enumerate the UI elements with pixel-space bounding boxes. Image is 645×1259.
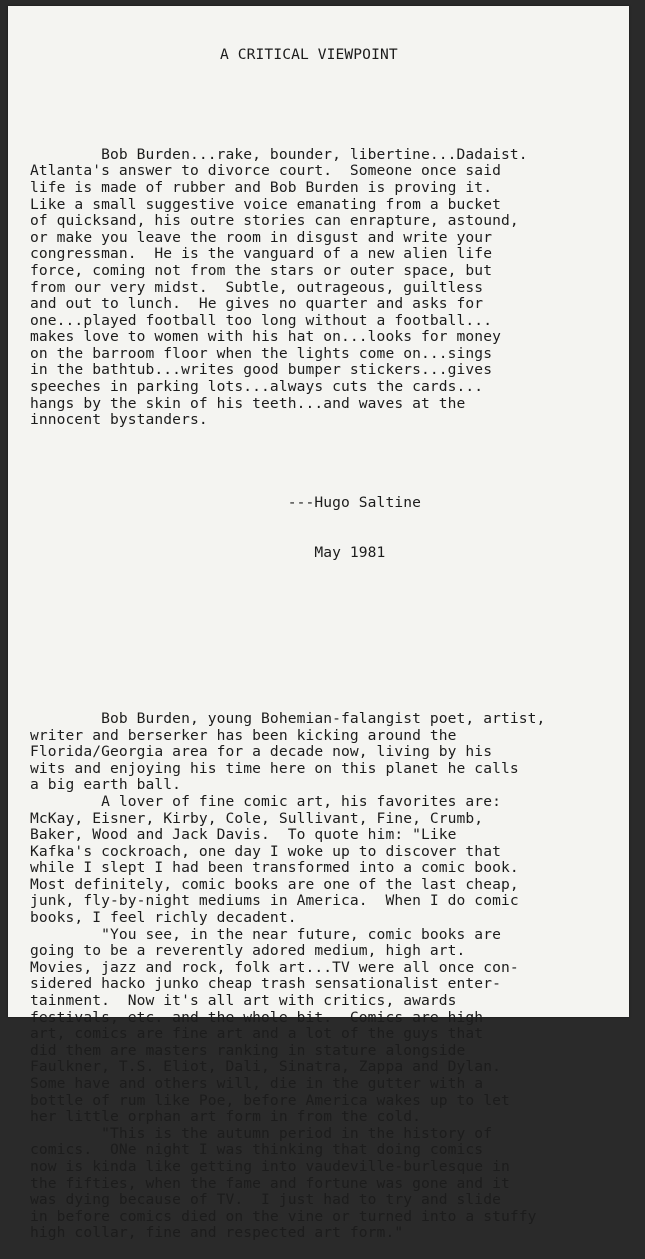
intro-line: one...played football too long without a football... [30, 311, 493, 329]
body-line: wits and enjoying his time here on this planet he calls [30, 759, 519, 777]
intro-line: force, coming not from the stars or outer space, but [30, 261, 493, 279]
body-line: art, comics are fine art and a lot of the guys that [30, 1025, 484, 1043]
body-line: Most definitely, comic books are one of the last cheap, [30, 875, 519, 893]
body-line: Kafka's cockroach, one day I woke up to discover that [30, 842, 501, 860]
body-line: writer and berserker has been kicking around the [30, 726, 457, 744]
intro-line: and out to lunch. He gives no quarter and asks for [30, 295, 484, 313]
body-line: high collar, fine and respected art form." [30, 1224, 404, 1242]
intro-line: life is made of rubber and Bob Burden is proving it. [30, 178, 493, 196]
body-line: sidered hacko junko cheap trash sensationalist enter- [30, 975, 501, 993]
body-line: now is kinda like getting into vaudeville-burlesque in [30, 1157, 510, 1175]
signature-block [30, 462, 630, 595]
intro-line: Bob Burden...rake, bounder, libertine...Dadaist. [30, 145, 528, 163]
body-line: comics. ONe night I was thinking that doing comics [30, 1141, 484, 1159]
signature-name: ---Hugo Saltine [30, 494, 421, 512]
body-line: "You see, in the near future, comic books are [30, 925, 501, 943]
page-title: A CRITICAL VIEWPOINT [220, 46, 398, 64]
body-line: McKay, Eisner, Kirby, Cole, Sullivant, Fine, Crumb, [30, 809, 484, 827]
body-line: in before comics died on the vine or turned into a stuffy [30, 1207, 537, 1225]
intro-line: congressman. He is the vanguard of a new alien life [30, 245, 493, 263]
body-line: the fifties, when the fame and fortune was gone and it [30, 1174, 510, 1192]
body-line: "This is the autumn period in the history of [30, 1124, 493, 1142]
body-line: tainment. Now it's all art with critics, awards [30, 992, 457, 1010]
body-line: Movies, jazz and rock, folk art...TV were all once con- [30, 958, 519, 976]
body-line: bottle of rum like Poe, before America wakes up to let [30, 1091, 510, 1109]
intro-line: on the barroom floor when the lights come on...sings [30, 344, 493, 362]
intro-line: Like a small suggestive voice emanating from a bucket [30, 195, 501, 213]
intro-line: or make you leave the room in disgust and write your [30, 228, 493, 246]
intro-line: innocent bystanders. [30, 411, 208, 429]
intro-line: Atlanta's answer to divorce court. Someone once said [30, 162, 501, 180]
body-line: did them are masters ranking in stature alongside [30, 1041, 466, 1059]
body-line: was dying because of TV. I just had to try and slide [30, 1191, 501, 1209]
body-line: Bob Burden, young Bohemian-falangist poet, artist, [30, 709, 546, 727]
intro-line: speeches in parking lots...always cuts the cards... [30, 378, 484, 396]
body-line: Some have and others will, die in the gutter with a [30, 1075, 484, 1093]
body-line: Florida/Georgia area for a decade now, living by his [30, 743, 493, 761]
intro-line: in the bathtub...writes good bumper stickers...gives [30, 361, 493, 379]
body-line: her little orphan art form in from the cold. [30, 1108, 421, 1126]
body-line: Baker, Wood and Jack Davis. To quote him: "Like [30, 826, 457, 844]
body-line: A lover of fine comic art, his favorites are: [30, 792, 501, 810]
body-line: junk, fly-by-night mediums in America. When I do comic [30, 892, 519, 910]
body-line: while I slept I had been transformed into a comic book. [30, 859, 519, 877]
signature-date: May 1981 [30, 544, 386, 561]
body-line: a big earth ball. [30, 776, 182, 794]
body-line: Faulkner, T.S. Eliot, Dali, Sinatra, Zappa and Dylan. [30, 1058, 501, 1076]
body-line: books, I feel richly decadent. [30, 909, 297, 927]
intro-line: from our very midst. Subtle, outrageous, guiltless [30, 278, 484, 296]
intro-line: hangs by the skin of his teeth...and waves at the [30, 394, 466, 412]
body-text [30, 711, 630, 1242]
body-line: festivals, etc. and the whole bit. Comics are high [30, 1008, 484, 1026]
intro-line: of quicksand, his outre stories can enrapture, astound, [30, 212, 519, 230]
intro-paragraph [30, 147, 630, 429]
body-line: going to be a reverently adored medium, high art. [30, 942, 466, 960]
document-text [30, 14, 630, 1259]
intro-line: makes love to women with his hat on...looks for money [30, 328, 501, 346]
